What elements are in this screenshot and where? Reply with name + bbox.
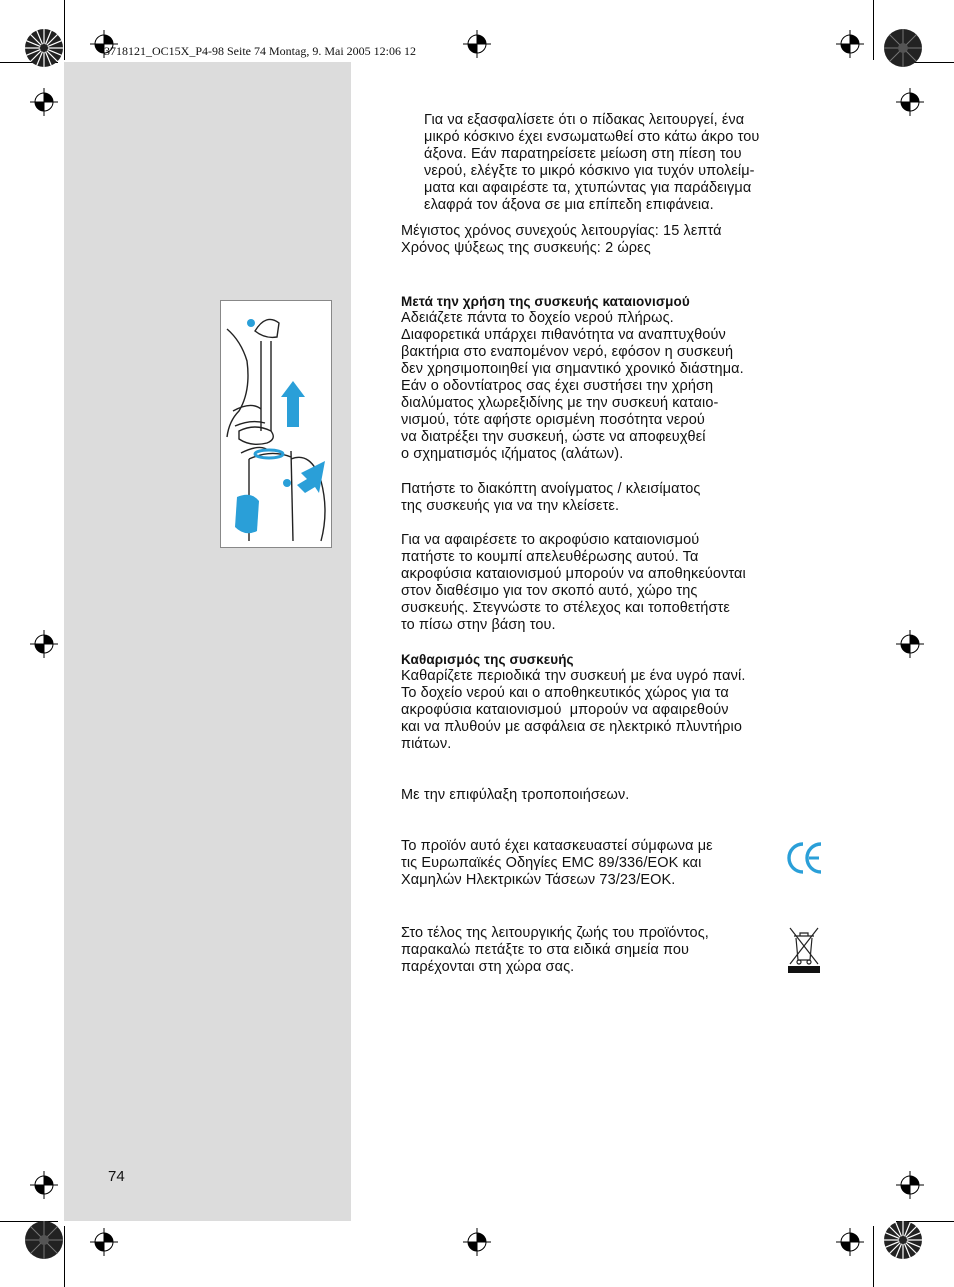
print-header: 3718121_OC15X_P4-98 Seite 74 Montag, 9. Mai 2005 12:06 12 (104, 44, 416, 58)
text-line: τις Ευρωπαϊκές Οδηγίες EMC 89/336/EOK και (401, 855, 702, 871)
text-line: Χαμηλών Ηλεκτρικών Τάσεων 73/23/EOK. (401, 872, 676, 888)
registration-mark-icon (896, 88, 924, 116)
registration-mark-icon (896, 1171, 924, 1199)
text-line: συσκευής. Στεγνώστε το στέλεχος και τοποθετήστε (401, 600, 730, 616)
radial-color-bar-icon (883, 28, 923, 68)
registration-mark-icon (463, 30, 491, 58)
registration-mark-icon (90, 1228, 118, 1256)
text-line: της συσκευής για να την κλείσετε. (401, 498, 620, 514)
text-line: ο σχηματισμός ιζήματος (αλάτων). (401, 446, 624, 462)
text-line: ματα και αφαιρέστε τα, χτυπώντας για παράδειγμα (424, 180, 752, 196)
section-heading: Καθαρισμός της συσκευής (401, 652, 574, 667)
text-line: πιάτων. (401, 736, 452, 752)
text-line: το πίσω στην βάση του. (401, 617, 556, 633)
reservation-paragraph (401, 787, 629, 804)
cleaning-section (401, 651, 745, 753)
switch-off-paragraph (401, 481, 701, 515)
text-line: πατήστε το κουμπί απελευθέρωσης αυτού. Τα (401, 549, 699, 565)
page-number: 74 (108, 1168, 125, 1185)
registration-mark-icon (30, 1171, 58, 1199)
crop-mark (873, 0, 874, 60)
text-line: Χρόνος ψύξεως της συσκευής: 2 ώρες (401, 240, 651, 256)
registration-mark-icon (896, 630, 924, 658)
text-line: στον διαθέσιμο για τον σκοπό αυτό, χώρο της (401, 583, 698, 599)
crop-mark (873, 1226, 874, 1287)
disposal-paragraph (401, 925, 709, 976)
text-line: νερού, ελέγξτε το μικρό κόσκινο για τυχόν υπολείμ- (424, 163, 755, 179)
crop-mark (64, 1226, 65, 1287)
text-line: Μέγιστος χρόνος συνεχούς λειτουργίας: 15 λεπτά (401, 223, 722, 239)
text-line: παρακαλώ πετάξτε το στα ειδικά σημεία που (401, 942, 690, 958)
crossed-bin-icon (786, 924, 822, 976)
text-line: Διαφορετικά υπάρχει πιθανότητα να αναπτυχθούν (401, 327, 726, 343)
text-line: διαλύματος χλωρεξιδίνης με την συσκευή καταιο- (401, 395, 719, 411)
text-line: παρέχονται στη χώρα σας. (401, 959, 575, 975)
text-line: δεν χρησιμοποιηθεί για σημαντικό χρονικό διάστημα. (401, 361, 744, 377)
registration-mark-icon (90, 30, 118, 58)
text-line: Στο τέλος της λειτουργικής ζωής του προϊόντος, (401, 925, 709, 941)
text-line: ακροφύσια καταιονισμού μπορούν να αφαιρεθούν (401, 702, 729, 718)
text-line: ελαφρά τον άξονα σε μια επίπεδη επιφάνεια. (424, 197, 714, 213)
device-illustration (220, 300, 332, 548)
text-line: άξονα. Εάν παρατηρείσετε μείωση στη πίεση του (424, 146, 742, 162)
filter-paragraph (424, 112, 759, 214)
section-heading: Μετά την χρήση της συσκευής καταιονισμού (401, 294, 690, 309)
text-line: Εάν ο οδοντίατρος σας έχει συστήσει την χρήση (401, 378, 714, 394)
radial-color-bar-icon (24, 1220, 64, 1260)
text-line: Αδειάζετε πάντα το δοχείο νερού πλήρως. (401, 310, 674, 326)
ce-mark-icon (786, 840, 824, 876)
crop-mark (64, 0, 65, 60)
text-line: και να πλυθούν με ασφάλεια σε ηλεκτρικό πλυντήριο (401, 719, 742, 735)
remove-nozzle-paragraph (401, 532, 746, 634)
text-line: Το δοχείο νερού και ο αποθηκευτικός χώρος για τα (401, 685, 729, 701)
operating-time-paragraph (401, 223, 722, 257)
registration-mark-icon (836, 1228, 864, 1256)
radial-color-bar-icon (883, 1220, 923, 1260)
sidebar-column (64, 62, 351, 1221)
after-use-section (401, 293, 744, 463)
registration-mark-icon (836, 30, 864, 58)
text-line: μικρό κόσκινο έχει ενσωματωθεί στο κάτω άκρο του (424, 129, 760, 145)
text-line: ακροφύσια καταιονισμού μπορούν να αποθηκεύονται (401, 566, 746, 582)
text-line: Για να εξασφαλίσετε ότι ο πίδακας λειτουργεί, ένα (424, 112, 745, 128)
text-line: Καθαρίζετε περιοδικά την συσκευή με ένα υγρό πανί. (401, 668, 746, 684)
conformity-paragraph (401, 838, 713, 889)
registration-mark-icon (30, 88, 58, 116)
registration-mark-icon (463, 1228, 491, 1256)
text-line: νισμού, τότε αφήστε ορισμένη ποσότητα νερού (401, 412, 705, 428)
text-line: Πατήστε το διακόπτη ανοίγματος / κλεισίματος (401, 481, 701, 497)
text-line: Με την επιφύλαξη τροποποιήσεων. (401, 787, 630, 803)
text-line: Το προϊόν αυτό έχει κατασκευαστεί σύμφωνα με (401, 838, 713, 854)
text-line: Για να αφαιρέσετε το ακροφύσιο καταιονισμού (401, 532, 700, 548)
registration-mark-icon (30, 630, 58, 658)
text-line: να διατρέξει την συσκευή, ώστε να αποφευχθεί (401, 429, 706, 445)
radial-color-bar-icon (24, 28, 64, 68)
text-line: βακτήρια στο εναπομένον νερό, εφόσον η συσκευή (401, 344, 734, 360)
hand-removing-nozzle-illustration (221, 301, 331, 547)
